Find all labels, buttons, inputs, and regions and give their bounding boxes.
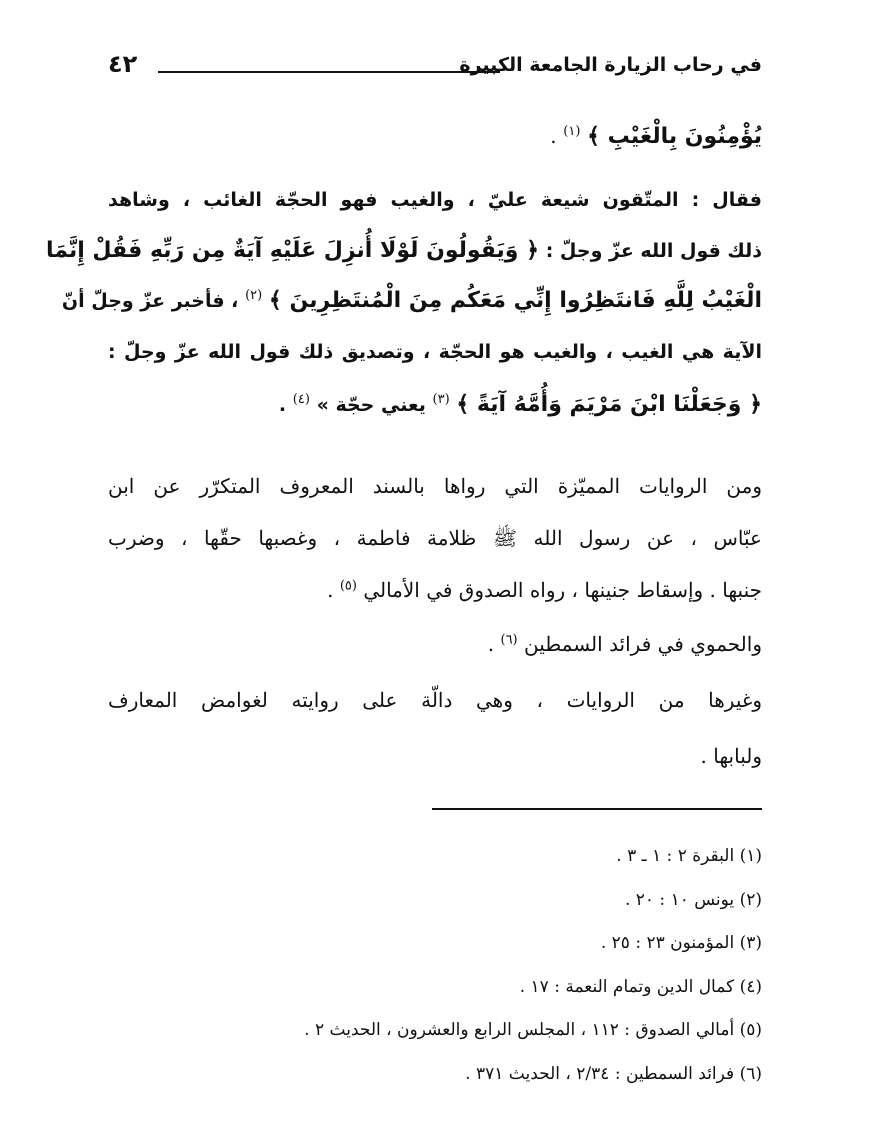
footnote-ref: (٢) [245, 288, 263, 303]
text: . [487, 632, 495, 656]
text: ذلك قول الله عزّ وجلّ : [545, 240, 762, 262]
paragraph-2-line-4: الآية هي الغيب ، والغيب هو الحجّة ، وتصديق ذلك قول الله عزّ وجلّ : [108, 341, 762, 363]
quran-verse: يُؤْمِنُونَ بِالْغَيْبِ ﴾ [587, 124, 762, 149]
paragraph-2-line-2 [45, 232, 762, 268]
paragraph-2-line-5 [108, 386, 762, 422]
footnote-rule [432, 808, 762, 810]
footnote-text: البقرة ٢ : ١ ـ ٣ . [616, 846, 735, 866]
text: ، فأخبر عزّ وجلّ أنّ [61, 290, 239, 312]
quran-verse: ﴿ وَجَعَلْنَا ابْنَ مَرْيَمَ وَأُمَّهُ آيَةً ﴾ [456, 392, 762, 417]
text: والحموي في فرائد السمطين [523, 632, 762, 656]
paragraph-5-line-1: وغيرها من الروايات ، وهي دالّة على روايته لغوامض المعارف [108, 688, 762, 712]
footnote-ref: (٣) [432, 392, 450, 407]
running-title: في رحاب الزيارة الجامعة الكبيرة [459, 54, 762, 76]
footnote-6 [108, 1060, 762, 1088]
footnote-text: فرائد السمطين : ٢/٣٤ ، الحديث ٣٧١ . [465, 1064, 735, 1084]
footnote-number: (٥) [739, 1020, 762, 1040]
footnote-1 [108, 842, 762, 870]
text: . [550, 124, 557, 148]
footnote-4 [108, 973, 762, 1001]
quran-verse: الْغَيْبُ لِلَّهِ فَانتَظِرُوا إِنِّي مَعَكُم مِنَ الْمُنتَظِرِينَ ﴾ [268, 288, 762, 313]
footnote-number: (١) [739, 846, 762, 866]
text: . [278, 394, 287, 416]
footnote-ref: (٦) [500, 632, 518, 648]
page-number: ٤٢ [108, 50, 138, 78]
paragraph-2-line-3 [61, 282, 762, 318]
footnote-text: أمالي الصدوق : ١١٢ ، المجلس الرابع والعشرون ، الحديث ٢ . [304, 1020, 735, 1040]
book-page [45, 0, 762, 1148]
paragraph-3-line-2: عبّاس ، عن رسول الله ﷺ ظلامة فاطمة ، وغصبها حقّها ، وضرب [108, 526, 762, 550]
paragraph-1 [108, 118, 762, 154]
text: . [327, 578, 334, 602]
quran-verse: ﴿ وَيَقُولُونَ لَوْلَا أُنزِلَ عَلَيْهِ آيَةٌ مِن رَبِّهِ فَقُلْ إِنَّمَا [45, 238, 540, 263]
footnote-ref: (١) [563, 124, 581, 139]
text: جنبها . وإسقاط جنينها ، رواه الصدوق في الأمالي [363, 578, 762, 602]
footnote-5 [108, 1016, 762, 1044]
footnote-text: المؤمنون ٢٣ : ٢٥ . [600, 933, 735, 953]
footnote-text: يونس ١٠ : ٢٠ . [624, 890, 735, 910]
footnote-number: (٤) [739, 977, 762, 997]
header-rule [158, 71, 500, 73]
page-header [108, 50, 762, 86]
footnote-2 [108, 886, 762, 914]
footnote-number: (٦) [739, 1064, 762, 1084]
footnote-3 [108, 929, 762, 957]
footnote-ref: (٥) [339, 578, 357, 594]
footnote-ref: (٤) [292, 392, 310, 407]
paragraph-2-line-1: فقال : المتّقون شيعة عليّ ، والغيب فهو الحجّة الغائب ، وشاهد [108, 189, 762, 211]
paragraph-3-line-1: ومن الروايات المميّزة التي رواها بالسند المعروف المتكرّر عن ابن [108, 474, 762, 498]
footnote-number: (٣) [739, 933, 762, 953]
paragraph-5-line-2: ولبابها . [700, 744, 762, 768]
footnote-number: (٢) [739, 890, 762, 910]
paragraph-3-line-3 [108, 572, 762, 608]
text: يعني حجّة » [316, 394, 426, 416]
footnote-text: كمال الدين وتمام النعمة : ١٧ . [519, 977, 735, 997]
paragraph-4 [108, 626, 762, 662]
